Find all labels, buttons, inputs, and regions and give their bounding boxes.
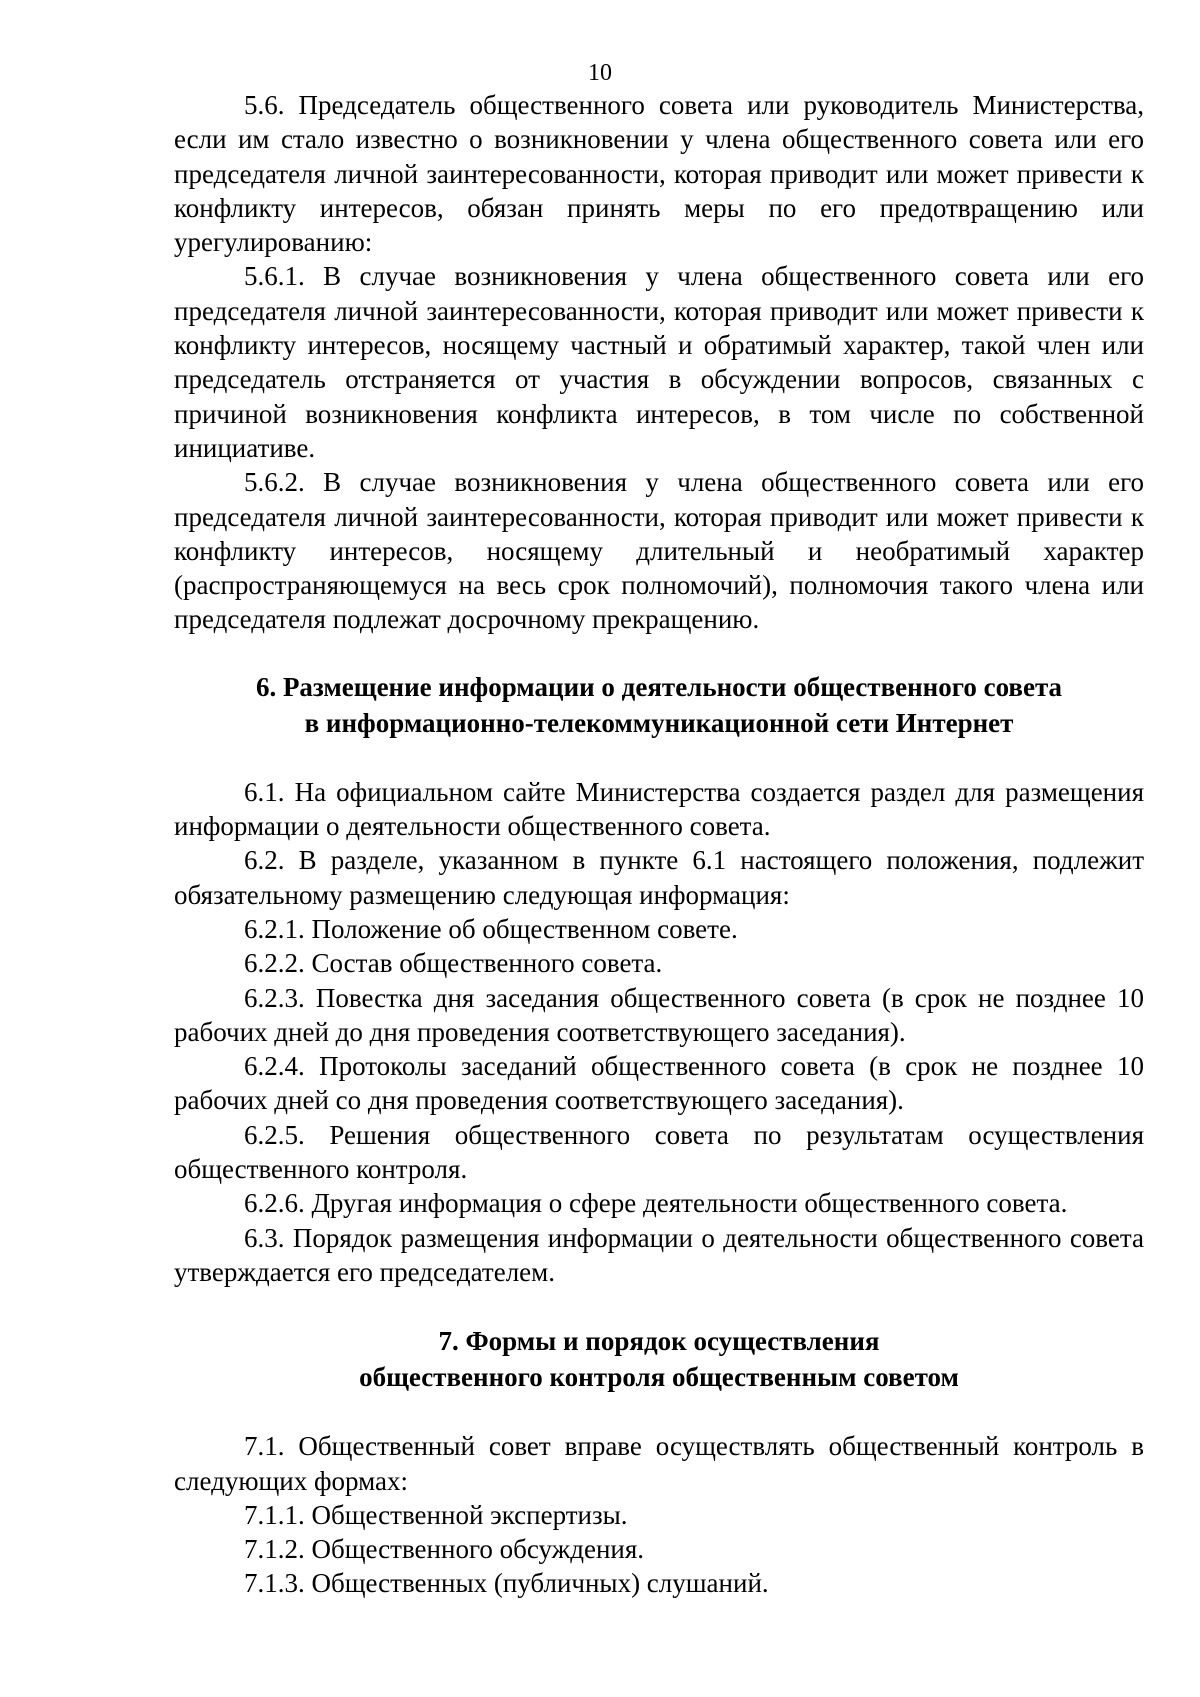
paragraph-7-1: 7.1. Общественный совет вправе осуществлять общественный контроль в следующих формах: [174,1431,1144,1496]
section-7-heading-line-2: общественного контроля общественным советом [359,1362,959,1393]
paragraph-6-3: 6.3. Порядок размещения информации о деятельности общественного совета утверждается его председателем. [174,1222,1144,1287]
section-6-heading-line-2: в информационно-телекоммуникационной сети Интернет [304,707,1014,738]
paragraph-6-2-3: 6.2.3. Повестка дня заседания общественного совета (в срок не позднее 10 рабочих дней до дня проведения соответствующего заседания). [174,982,1144,1047]
paragraph-6-2-5: 6.2.5. Решения общественного совета по результатам осуществления общественного контроля. [174,1119,1144,1185]
section-7-heading-line-1: 7. Формы и порядок осуществления [438,1326,880,1357]
document-body [174,88,1144,1601]
paragraph-7-1-1: 7.1.1. Общественной экспертизы. [244,1499,628,1530]
section-7-heading [174,1323,1144,1395]
paragraph-6-2-4: 6.2.4. Протоколы заседаний общественного совета (в срок не позднее 10 рабочих дней со дня проведения соответствующего заседания). [174,1051,1144,1116]
page-number: 10 [588,60,612,86]
paragraph-6-2-1: 6.2.1. Положение об общественном совете. [244,913,738,944]
paragraph-7-1-2: 7.1.2. Общественного обсуждения. [244,1534,645,1565]
paragraph-6-2: 6.2. В разделе, указанном в пункте 6.1 настоящего положения, подлежит обязательному размещению следующая информация: [174,845,1144,910]
paragraph-5-6-2: 5.6.2. В случае возникновения у члена общественного совета или его председателя личной заинтересованности, которая приводит или может привести к конфликту интересов, носящему длительный и необратимый характер (распространяющемуся на весь срок полномочий), полномочия такого члена или председателя подлежат досрочному прекращению. [174,467,1144,635]
paragraph-7-1-3: 7.1.3. Общественных (публичных) слушаний. [244,1568,769,1599]
paragraph-5-6: 5.6. Председатель общественного совета или руководитель Министерства, если им стало известно о возникновении у члена общественного совета или его председателя личной заинтересованности, которая приводит или может привести к конфликту интересов, обязан принять меры по его предотвращению или урегулированию: [174,90,1144,258]
paragraph-5-6-1: 5.6.1. В случае возникновения у члена общественного совета или его председателя личной заинтересованности, которая приводит или может привести к конфликту интересов, носящему частный и обратимый характер, такой член или председатель отстраняется от участия в обсуждении вопросов, связанных с причиной возникновения конфликта интересов, в том числе по собственной инициативе. [174,261,1144,463]
paragraph-6-1: 6.1. На официальном сайте Министерства создается раздел для размещения информации о деятельности общественного совета. [174,776,1144,842]
paragraph-6-2-6: 6.2.6. Другая информация о сфере деятельности общественного совета. [244,1188,1068,1219]
paragraph-6-2-2: 6.2.2. Состав общественного совета. [244,948,663,979]
section-6-heading [174,669,1144,741]
section-6-heading-line-1: 6. Размещение информации о деятельности общественного совета [255,671,1063,702]
